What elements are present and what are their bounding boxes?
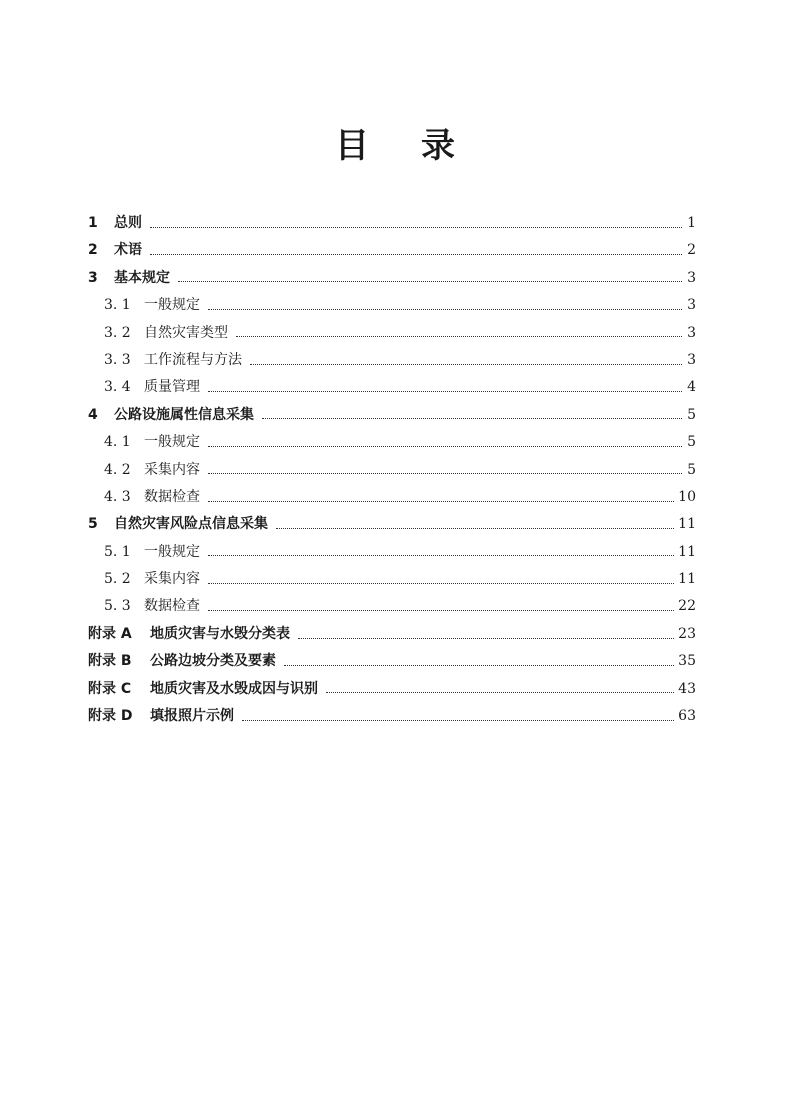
dot-leader xyxy=(208,445,682,447)
dot-leader xyxy=(242,719,674,721)
toc-entry-number: 3. 1 xyxy=(104,297,131,314)
toc-entry-number: 3 xyxy=(88,269,98,286)
dot-leader xyxy=(298,637,674,639)
toc-entry-label: 一般规定 xyxy=(144,543,200,560)
toc-entry-number: 附录 C xyxy=(88,680,132,697)
toc-entry-number: 5. 3 xyxy=(104,598,131,615)
toc-entry-page-number: 11 xyxy=(678,543,696,560)
dot-leader xyxy=(208,582,674,584)
dot-leader xyxy=(208,390,682,392)
dot-leader xyxy=(208,554,674,556)
table-of-contents xyxy=(88,210,696,730)
dot-leader xyxy=(262,417,682,419)
toc-entry-label: 公路边坡分类及要素 xyxy=(150,653,276,670)
dot-leader xyxy=(250,363,682,365)
toc-entry-number: 4. 1 xyxy=(104,434,131,451)
toc-entry-page-number: 5 xyxy=(687,461,696,478)
toc-entry-label: 数据检查 xyxy=(144,488,200,505)
toc-entry-label: 术语 xyxy=(114,242,142,259)
toc-entry-label: 自然灾害类型 xyxy=(144,324,228,341)
dot-leader xyxy=(208,500,674,502)
toc-entry[interactable] xyxy=(88,457,696,484)
toc-entry-page-number: 4 xyxy=(687,379,696,396)
toc-entry-page-number: 1 xyxy=(687,215,696,231)
toc-entry-page-number: 5 xyxy=(687,434,696,451)
dot-leader xyxy=(276,527,674,529)
toc-entry-number: 4. 2 xyxy=(104,461,131,478)
toc-entry-number: 4. 3 xyxy=(104,488,131,505)
toc-entry[interactable] xyxy=(88,484,696,511)
page-title xyxy=(0,118,790,167)
toc-entry-page-number: 3 xyxy=(687,269,696,286)
toc-entry-page-number: 10 xyxy=(678,488,696,505)
toc-entry[interactable] xyxy=(88,593,696,620)
toc-entry[interactable] xyxy=(88,402,696,429)
toc-entry-number: 5 xyxy=(88,516,98,533)
toc-entry-page-number: 35 xyxy=(678,653,696,670)
toc-entry-number: 附录 D xyxy=(88,708,133,725)
toc-entry-label: 地质灾害及水毁成因与识别 xyxy=(150,680,318,697)
toc-entry[interactable] xyxy=(88,511,696,538)
toc-entry[interactable] xyxy=(88,703,696,730)
toc-entry-page-number: 63 xyxy=(678,708,696,725)
dot-leader xyxy=(208,472,682,474)
toc-entry-number: 3. 2 xyxy=(104,324,131,341)
dot-leader xyxy=(326,691,674,693)
toc-entry[interactable] xyxy=(88,265,696,292)
toc-entry-page-number: 43 xyxy=(678,680,696,697)
toc-entry[interactable] xyxy=(88,237,696,264)
toc-entry-page-number: 3 xyxy=(687,297,696,314)
title-char-1: 目 xyxy=(335,126,369,166)
toc-entry-label: 质量管理 xyxy=(144,379,200,396)
toc-entry-number: 2 xyxy=(88,242,98,259)
toc-entry-label: 填报照片示例 xyxy=(150,708,234,725)
toc-entry-label: 一般规定 xyxy=(144,297,200,314)
toc-entry-number: 附录 B xyxy=(88,653,132,670)
toc-entry-label: 总则 xyxy=(114,215,142,231)
toc-entry-label: 地质灾害与水毁分类表 xyxy=(150,625,290,642)
dot-leader xyxy=(236,335,682,337)
toc-entry-number: 4 xyxy=(88,406,98,423)
dot-leader xyxy=(150,226,682,228)
toc-entry-number: 3. 3 xyxy=(104,351,131,368)
toc-entry[interactable] xyxy=(88,210,696,237)
toc-entry[interactable] xyxy=(88,292,696,319)
toc-entry-page-number: 2 xyxy=(687,242,696,259)
toc-entry[interactable] xyxy=(88,676,696,703)
toc-entry-page-number: 11 xyxy=(678,516,696,533)
toc-entry[interactable] xyxy=(88,648,696,675)
toc-entry-page-number: 3 xyxy=(687,324,696,341)
toc-entry[interactable] xyxy=(88,429,696,456)
toc-entry-label: 数据检查 xyxy=(144,598,200,615)
toc-entry-label: 基本规定 xyxy=(114,269,170,286)
toc-entry[interactable] xyxy=(88,320,696,347)
toc-entry[interactable] xyxy=(88,374,696,401)
toc-entry-label: 工作流程与方法 xyxy=(144,351,242,368)
toc-entry-label: 采集内容 xyxy=(144,461,200,478)
dot-leader xyxy=(208,609,674,611)
dot-leader xyxy=(150,253,682,255)
toc-entry[interactable] xyxy=(88,566,696,593)
toc-entry-number: 5. 1 xyxy=(104,543,131,560)
toc-entry-page-number: 5 xyxy=(687,406,696,423)
toc-entry-page-number: 22 xyxy=(678,598,696,615)
toc-entry-number: 3. 4 xyxy=(104,379,131,396)
title-char-2: 录 xyxy=(421,126,455,166)
toc-entry-number: 1 xyxy=(88,215,98,231)
dot-leader xyxy=(284,664,674,666)
toc-entry-page-number: 3 xyxy=(687,351,696,368)
dot-leader xyxy=(178,280,682,282)
toc-entry[interactable] xyxy=(88,621,696,648)
toc-entry[interactable] xyxy=(88,539,696,566)
toc-entry-label: 自然灾害风险点信息采集 xyxy=(114,516,268,533)
toc-entry-page-number: 11 xyxy=(678,571,696,588)
toc-entry[interactable] xyxy=(88,347,696,374)
toc-entry-number: 附录 A xyxy=(88,625,132,642)
toc-entry-label: 一般规定 xyxy=(144,434,200,451)
toc-entry-number: 5. 2 xyxy=(104,571,131,588)
toc-entry-page-number: 23 xyxy=(678,625,696,642)
toc-entry-label: 采集内容 xyxy=(144,571,200,588)
toc-entry-label: 公路设施属性信息采集 xyxy=(114,406,254,423)
dot-leader xyxy=(208,308,682,310)
